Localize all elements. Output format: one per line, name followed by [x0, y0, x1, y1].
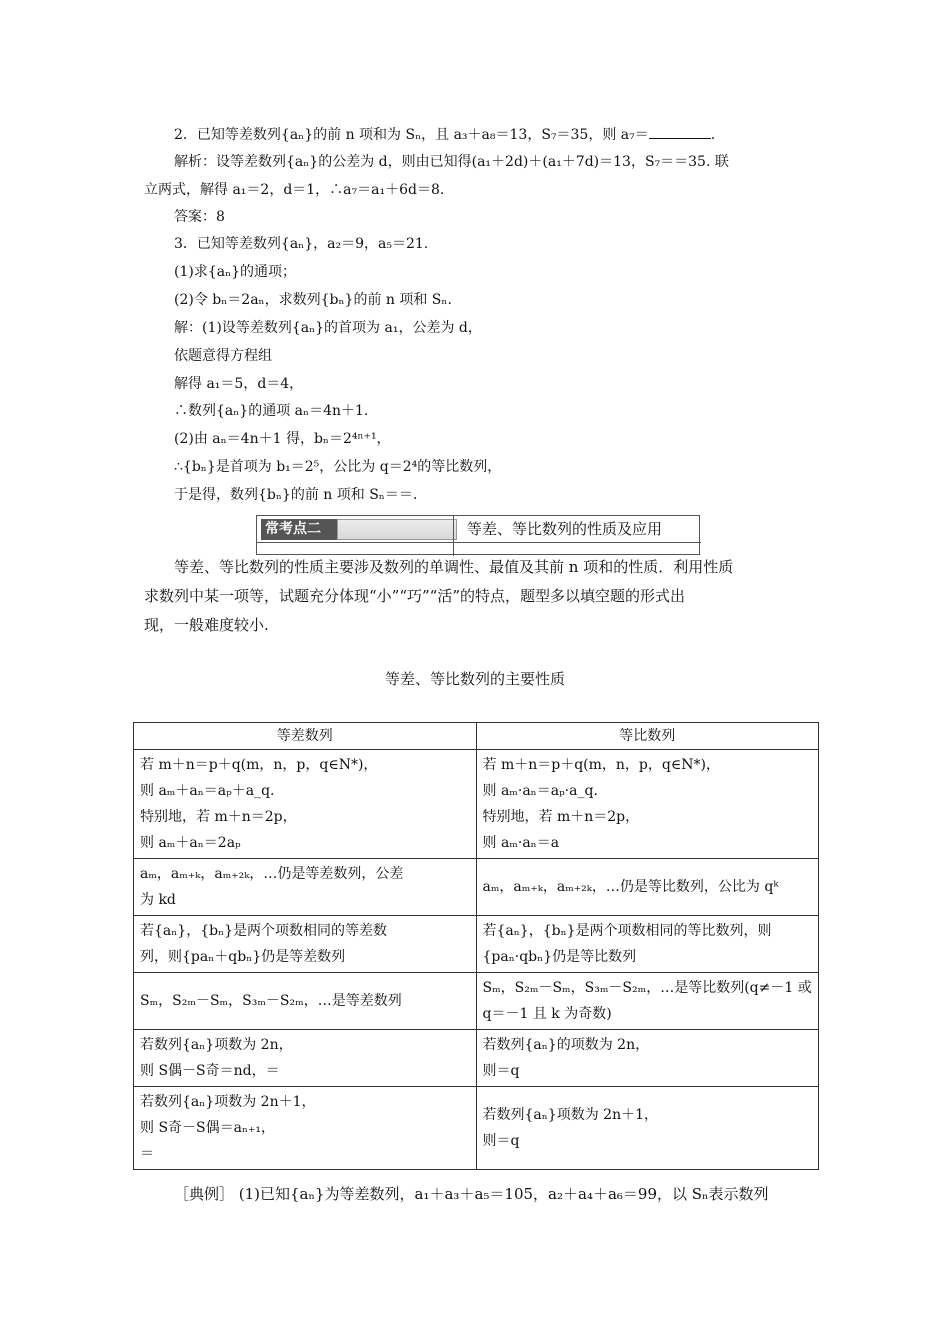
section-title: 等差、等比数列的性质及应用	[467, 520, 663, 538]
problem3-part2: (2)令 bₙ＝2aₙ，求数列{bₙ}的前 n 项和 Sₙ.	[174, 292, 452, 308]
problem3-solution-line2: 依题意得方程组	[174, 348, 272, 364]
table-header-row	[134, 723, 819, 750]
section-intro-line1: 等差、等比数列的性质主要涉及数列的单调性、最值及其前 n 项和的性质．利用性质	[174, 558, 734, 576]
table-row	[134, 859, 819, 916]
problem3-solution-line4: ∴数列{aₙ}的通项 aₙ＝4n＋1.	[174, 403, 369, 419]
cell-line: aₘ，aₘ₊ₖ，aₘ₊₂ₖ，…仍是等差数列，公差	[140, 866, 404, 882]
cell-line: 列，则{paₙ＋qbₙ}仍是等差数列	[140, 949, 346, 965]
cell-line: 特别地，若 m＋n＝2p，	[482, 809, 640, 825]
problem3-solution-line6: ∴{bₙ}是首项为 b₁＝2⁵，公比为 q＝2⁴的等比数列，	[174, 459, 502, 475]
problem3-solution-line1: 解：(1)设等差数列{aₙ}的首项为 a₁，公差为 d，	[174, 320, 482, 336]
cell-line: 特别地，若 m＋n＝2p，	[140, 809, 297, 825]
cell-line: 若{aₙ}，{bₙ}是两个项数相同的等比数列，则	[482, 923, 772, 939]
header-geometric: 等比数列	[476, 723, 819, 750]
problem3-question: 3．已知等差数列{aₙ}，a₂＝9，a₅＝21.	[174, 236, 429, 252]
cell-line: Sₘ，S₂ₘ－Sₘ，S₃ₘ－S₂ₘ，…是等比数列(q≠－1 或	[482, 980, 812, 996]
cell-line: 若数列{aₙ}的项数为 2n，	[482, 1037, 650, 1053]
problem2-analysis-line1: 解析：设等差数列{aₙ}的公差为 d，则由已知得(a₁＋2d)＋(a₁＋7d)＝13，S₇＝＝35. 联	[174, 154, 729, 170]
cell-arithmetic	[134, 859, 477, 916]
problem2-question	[174, 124, 715, 145]
cell-geometric	[476, 750, 819, 859]
cell-line: 若 m＋n＝p＋q(m，n，p，q∈N*)，	[482, 757, 720, 773]
cell-geometric	[476, 973, 819, 1030]
cell-geometric	[476, 916, 819, 973]
banner-divider	[453, 516, 454, 556]
cell-line: aₘ，aₘ₊ₖ，aₘ₊₂ₖ，…仍是等比数列，公比为 qᵏ	[482, 879, 779, 895]
banner-rule	[257, 542, 701, 543]
cell-geometric	[476, 859, 819, 916]
cell-arithmetic	[134, 1087, 477, 1170]
answer-blank	[649, 124, 711, 139]
problem3-solution-line7: 于是得，数列{bₙ}的前 n 项和 Sₙ＝＝.	[174, 487, 418, 503]
example-line: ［典例］ (1)已知{aₙ}为等差数列，a₁＋a₃＋a₅＝105，a₂＋a₄＋a₆＝99，以 Sₙ表示数列	[174, 1185, 769, 1203]
cell-line: 若数列{aₙ}项数为 2n，	[140, 1037, 293, 1053]
cell-geometric	[476, 1030, 819, 1087]
table-row	[134, 750, 819, 859]
cell-arithmetic	[134, 916, 477, 973]
cell-line: 则＝q	[482, 1063, 520, 1079]
cell-line: 则 aₘ·aₙ＝a	[482, 835, 560, 851]
cell-line: 则 S奇－S偶＝aₙ₊₁，	[140, 1120, 276, 1136]
table-caption: 等差、等比数列的主要性质	[384, 670, 565, 688]
cell-arithmetic	[134, 973, 477, 1030]
problem2-analysis-line2: 立两式，解得 a₁＝2，d＝1，∴a₇＝a₁＋6d＝8.	[144, 182, 445, 198]
cell-line: 为 kd	[140, 892, 176, 908]
problem2-question-end: .	[710, 127, 716, 143]
cell-line: {paₙ·qbₙ}仍是等比数列	[482, 949, 637, 965]
cell-line: 则 aₘ＋aₙ＝2aₚ	[140, 835, 241, 851]
cell-arithmetic	[134, 1030, 477, 1087]
problem3-solution-line3: 解得 a₁＝5，d＝4，	[174, 376, 304, 392]
cell-line: 若{aₙ}，{bₙ}是两个项数相同的等差数	[140, 923, 388, 939]
table-row	[134, 916, 819, 973]
cell-line: ＝	[140, 1146, 154, 1162]
problem3-solution-line5: (2)由 aₙ＝4n＋1 得，bₙ＝2⁴ⁿ⁺¹，	[174, 431, 391, 447]
cell-line: 若数列{aₙ}项数为 2n＋1，	[140, 1094, 316, 1110]
table-row	[134, 1087, 819, 1170]
cell-line: 则＝q	[482, 1133, 520, 1149]
cell-geometric	[476, 1087, 819, 1170]
cell-line: q＝－1 且 k 为奇数)	[482, 1006, 612, 1022]
cell-line: 则 aₘ＋aₙ＝aₚ＋a_q.	[140, 783, 275, 799]
cell-line: 则 aₘ·aₙ＝aₚ·a_q.	[482, 783, 598, 799]
problem3-part1: (1)求{aₙ}的通项；	[174, 264, 297, 280]
section-tag-bar	[337, 519, 457, 540]
cell-line: Sₘ，S₂ₘ－Sₘ，S₃ₘ－S₂ₘ，…是等差数列	[140, 993, 402, 1009]
section-banner	[256, 515, 700, 555]
cell-arithmetic	[134, 750, 477, 859]
properties-table	[133, 722, 819, 1170]
table-row	[134, 1030, 819, 1087]
table-row	[134, 973, 819, 1030]
section-intro-line3: 现，一般难度较小.	[144, 616, 269, 634]
cell-line: 若 m＋n＝p＋q(m，n，p，q∈N*)，	[140, 757, 378, 773]
section-intro-line2: 求数列中某一项等，试题充分体现“小”“巧”“活”的特点，题型多以填空题的形式出	[144, 587, 686, 605]
problem2-question-text: 2．已知等差数列{aₙ}的前 n 项和为 Sₙ，且 a₃＋a₈＝13，S₇＝35，则 a₇＝	[174, 127, 649, 143]
header-arithmetic: 等差数列	[134, 723, 477, 750]
cell-line: 则 S偶－S奇＝nd，＝	[140, 1063, 280, 1079]
problem2-answer: 答案：8	[174, 209, 225, 225]
section-tag: 常考点二	[261, 519, 337, 540]
cell-line: 若数列{aₙ}项数为 2n＋1，	[482, 1107, 658, 1123]
